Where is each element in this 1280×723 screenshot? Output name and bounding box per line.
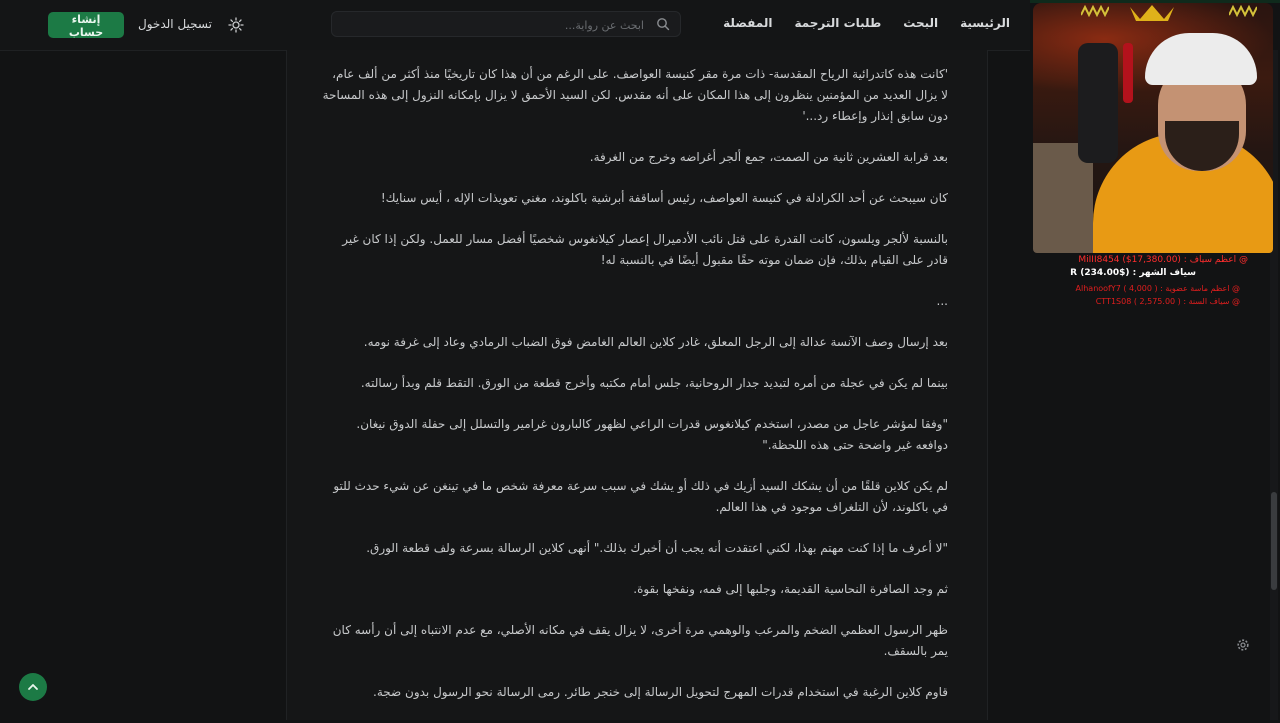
search-box [331, 11, 681, 37]
nav-favorites[interactable]: المفضلة [723, 16, 773, 30]
paragraph: 'كانت هذه كاتدرائية الرياح المقدسة- ذات مرة مقر كنيسة العواصف. على الرغم من أن هذا كان تاريخيًا منذ أكثر من ألف عام، لا يزال العديد من المؤمنين ينظرون إلى هذا المكان على أنه مقدس. لكن السيد الأحمق لا يزال بإمكانه النزول إلى هذه المساحة دون سابق إنذار وإعطاء رد...' [322, 67, 948, 123]
pattern-icon [1229, 5, 1257, 17]
sun-icon[interactable] [228, 17, 244, 33]
main-nav [723, 16, 1010, 30]
paragraph: ظهر الرسول العظمي الضخم والمرعب والوهمي مرة أخرى، لا يزال يقف في مكانه الأصلي، مع عدم الانتباه إلى أن رأسه كان يمر بالسقف. [332, 623, 948, 658]
nav-search[interactable]: البحث [903, 16, 939, 30]
search-input[interactable] [352, 16, 646, 34]
paragraph: "وفقا لمؤشر عاجل من مصدر، استخدم كيلانغوس قدرات الراعي لظهور كالبارون غرامير والتسلل إلى حفلة الدوق نيغان. دوافعه غير واضحة حتى هذه اللحظة." [356, 417, 948, 452]
nav-translation-requests[interactable]: طلبات الترجمة [794, 16, 882, 30]
pattern-icon [1081, 5, 1109, 17]
paragraph: بالنسبة لألجر ويلسون، كانت القدرة على قتل نائب الأدميرال إعصار كيلانغوس شخصيًا أفضل مسار للعمل. ولكن إذا كان غير قادر على القيام بذلك، فإن ضمان موته حقًا مقبول أيضًا في بالنسبة له! [342, 232, 948, 267]
overlay-month-supporter: سياف الشهر : ($234.00) R [1070, 268, 1196, 278]
paragraph: ثم وجد الصافرة النحاسية القديمة، وجلبها إلى فمه، ونفخها بقوة. [633, 582, 948, 596]
site-header [0, 0, 1030, 51]
paragraph: بينما لم يكن في عجلة من أمره لتبديد جدار الروحانية، جلس أمام مكتبه وأخرج قطعة من الورق. التقط قلم وبدأ رسالته. [360, 376, 948, 390]
paragraph: كان سيبحث عن أحد الكرادلة في كنيسة العواصف، رئيس أساقفة أبرشية باكلوند، مغني تعويذات الإله ، أيس سنايك! [380, 191, 948, 205]
login-link[interactable]: تسجيل الدخول [138, 17, 212, 31]
paragraph: ... [936, 294, 948, 308]
overlay-line: @ اعظم ماسة عضوية : AlhanoofY7 ( 4,000 ) [1075, 284, 1240, 293]
scrollbar-thumb[interactable] [1271, 492, 1277, 590]
streamer-webcam [1033, 3, 1273, 253]
paragraph: بعد قرابة العشرين ثانية من الصمت، جمع ألجر أغراضه وخرج من الغرفة. [589, 150, 948, 164]
paragraph: بعد إرسال وصف الآنسة عدالة إلى الرجل المعلق، غادر كلاين العالم الغامض فوق الضباب الرمادي وعاد إلى غرفة نومه. [363, 335, 948, 349]
signup-button[interactable]: إنشاء حساب [48, 12, 124, 38]
paragraph: قاوم كلاين الرغبة في استخدام قدرات المهرج لتحويل الرسالة إلى خنجر طائر. رمى الرسالة نحو الرسول بدون ضجة. [373, 685, 948, 699]
gear-icon[interactable] [1236, 638, 1250, 652]
nav-home[interactable]: الرئيسية [960, 16, 1010, 30]
overlay-top-supporter: @ اعظم سياف : MiIII8454 ($17,380.00) [1078, 255, 1248, 265]
paragraph: لم يكن كلاين قلقًا من أن يشكك السيد أزيك في ذلك أو يشك في سبب سرعة معرفة شخص ما في تينغن عن شيء حدث للتو في باكلوند، لأن التلغراف موجود في هذا العالم. [333, 479, 948, 514]
scroll-to-top-button[interactable] [19, 673, 47, 701]
crown-icon [1128, 3, 1176, 23]
overlay-line: @ سياف السنة : CTT1S08 ( 2,575.00 ) [1095, 297, 1240, 306]
chapter-content [322, 64, 948, 723]
search-icon [656, 17, 670, 31]
chevron-up-icon [19, 673, 47, 701]
paragraph: "لا أعرف ما إذا كنت مهتم بهذا، لكني اعتقدت أنه يجب أن أخبرك بذلك." أنهى كلاين الرسالة بسرعة ولف قطعة الورق. [366, 541, 948, 555]
